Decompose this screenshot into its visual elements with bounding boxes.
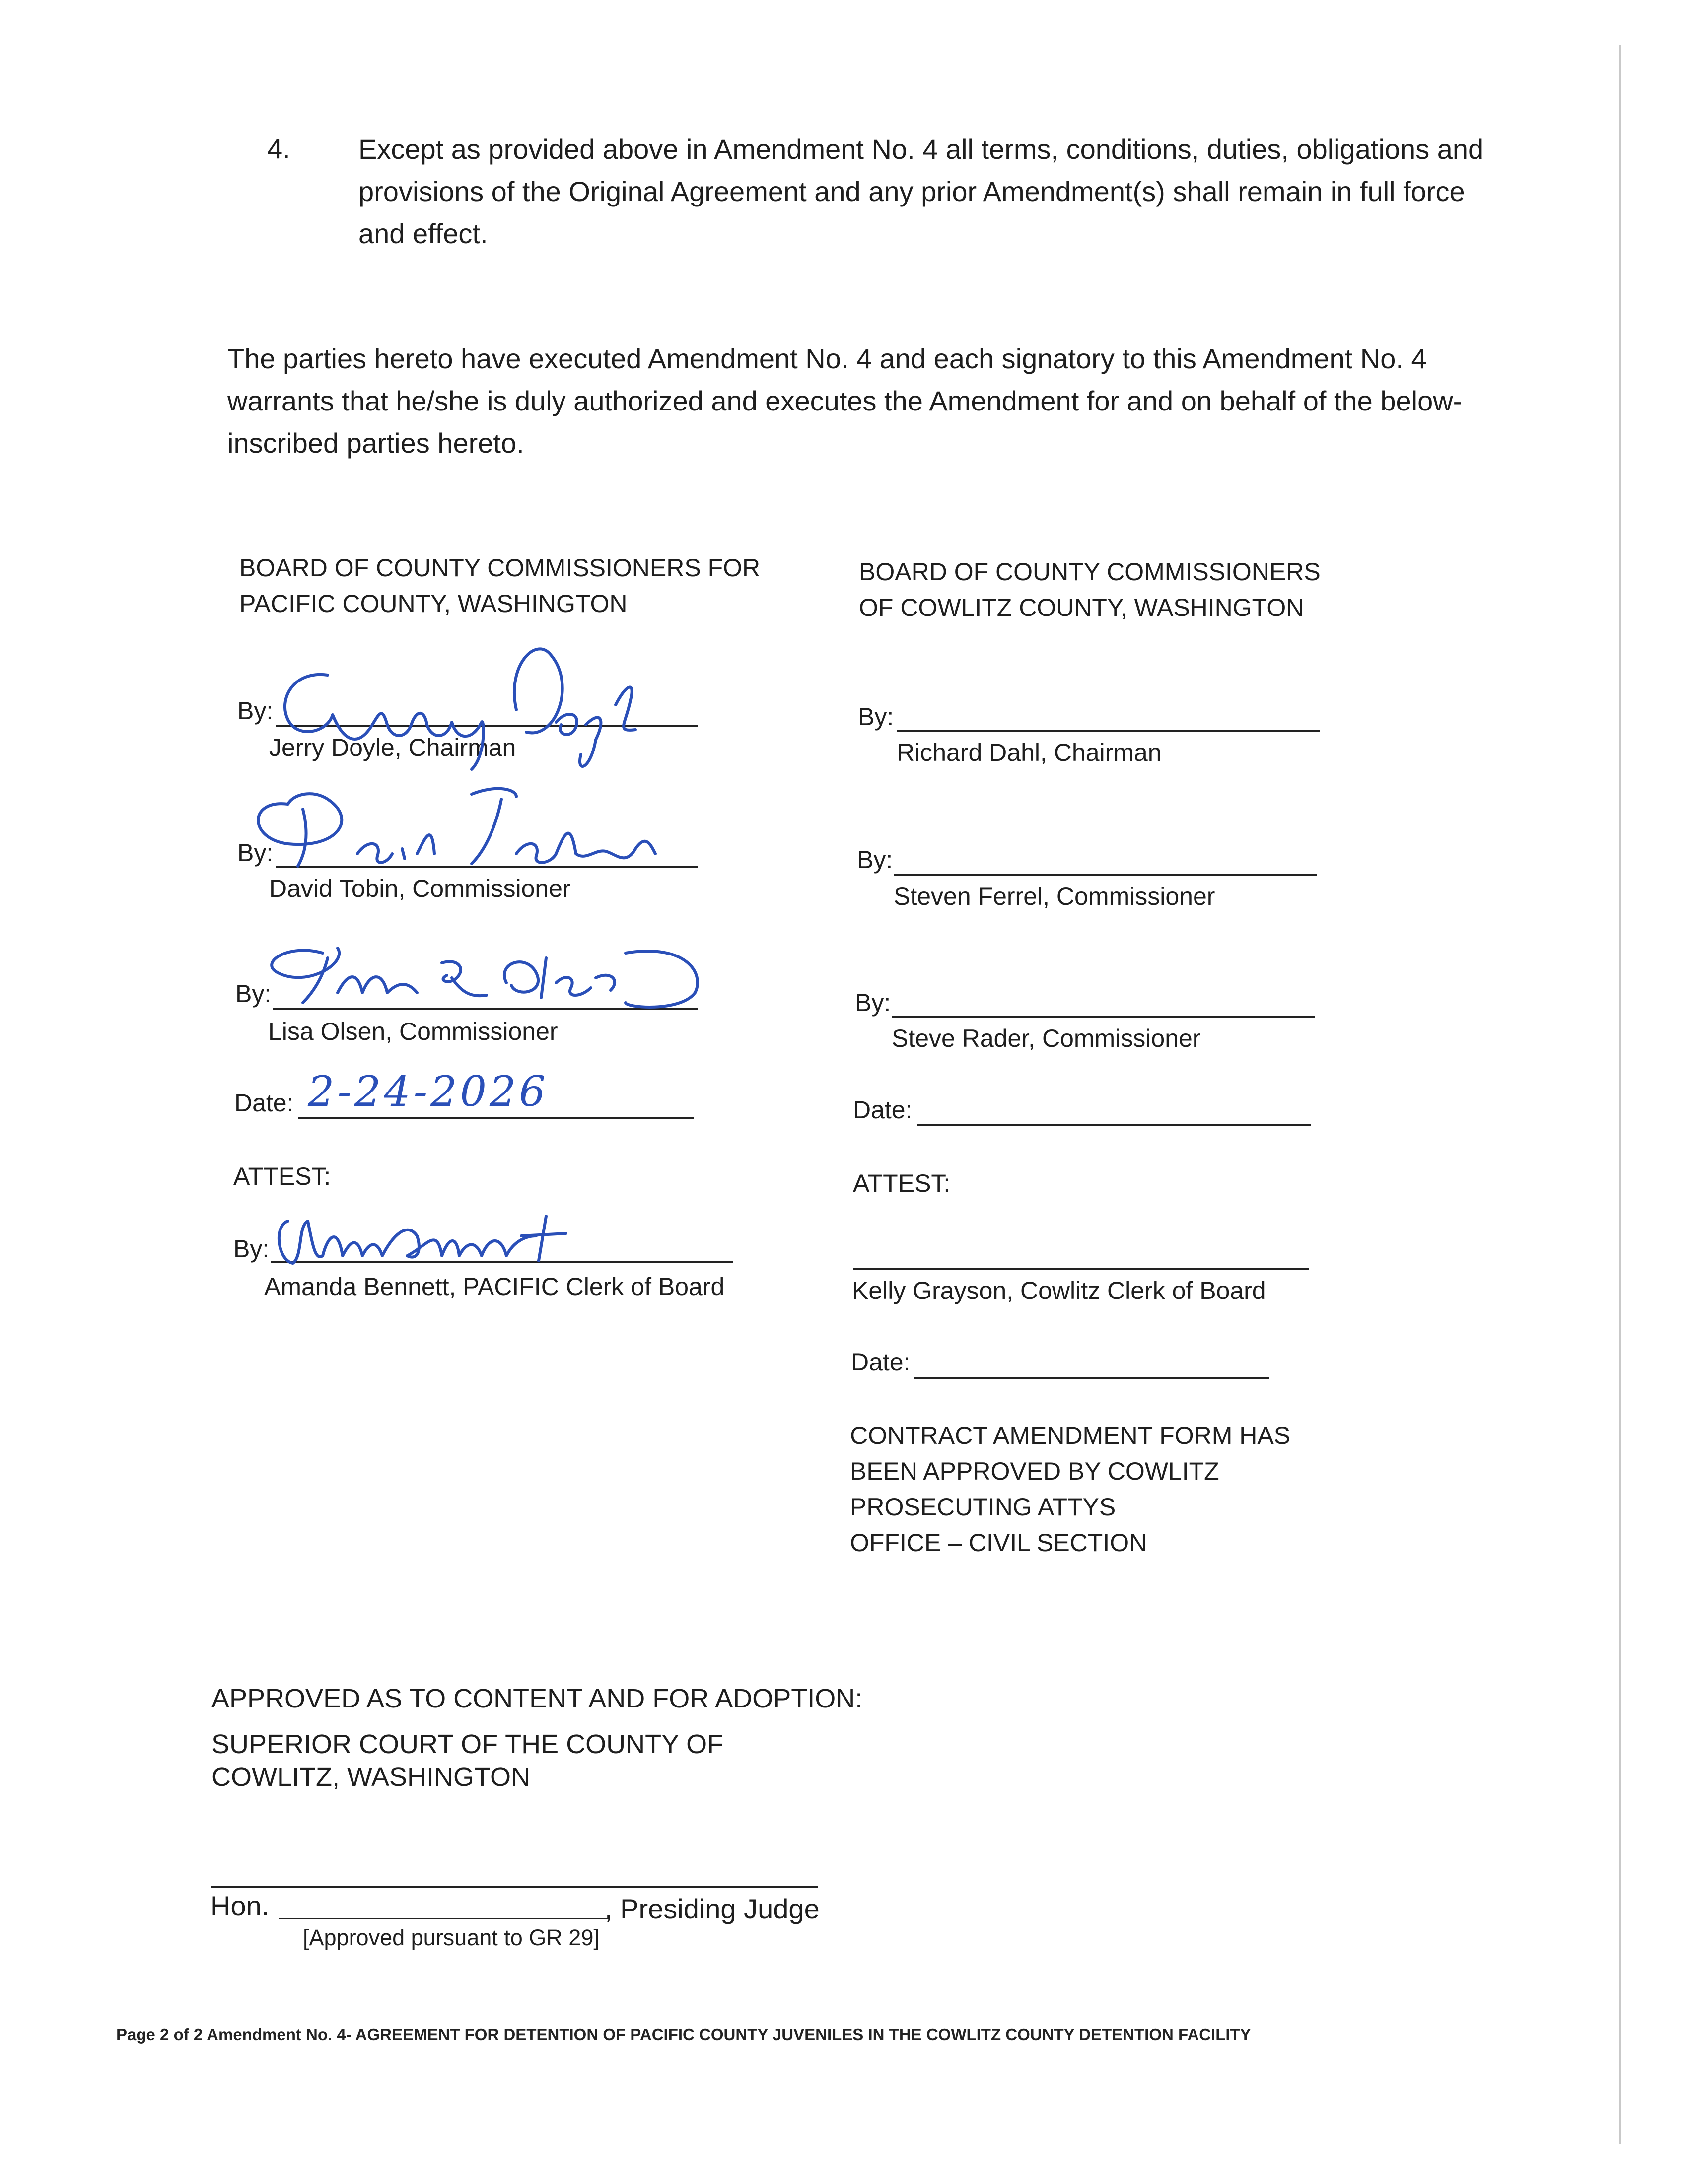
cowlitz-signer-3-name: Steve Rader, Commissioner (892, 1024, 1201, 1052)
page-number: Page 2 of 2 (116, 2025, 203, 2044)
court-name-line2: COWLITZ, WASHINGTON (211, 1762, 530, 1792)
cowlitz-clerk-signature-line[interactable] (853, 1268, 1309, 1270)
approval-note-line1: CONTRACT AMENDMENT FORM HAS (850, 1422, 1291, 1449)
pacific-board-heading-line1: BOARD OF COUNTY COMMISSIONERS FOR (239, 554, 761, 582)
pacific-date-label: Date: (234, 1089, 294, 1117)
judge-signature-line[interactable] (211, 1886, 818, 1888)
approval-note-line2: BEEN APPROVED BY COWLITZ (850, 1457, 1219, 1485)
lisa-olsen-signature (248, 923, 725, 1018)
pacific-by-label-3: By: (235, 980, 272, 1008)
page-edge-line (1619, 45, 1621, 2144)
court-name-line1: SUPERIOR COURT OF THE COUNTY OF (211, 1729, 724, 1759)
cowlitz-clerk-date-label: Date: (851, 1348, 911, 1376)
page-footer (116, 2025, 1251, 2044)
cowlitz-by-label-1: By: (858, 703, 894, 731)
cowlitz-clerk-date-line[interactable] (914, 1377, 1269, 1379)
cowlitz-attest-label: ATTEST: (853, 1169, 951, 1197)
presiding-judge-label: , Presiding Judge (605, 1893, 820, 1924)
section-4-text: Except as provided above in Amendment No. 4 all terms, conditions, duties, obligations and provisions of the Original Agreement and any prior Amendment(s) shall remain in full force and effect. (358, 134, 1484, 249)
pacific-date-line[interactable] (298, 1117, 694, 1119)
approval-note-line4: OFFICE – CIVIL SECTION (850, 1529, 1147, 1557)
court-approval-heading: APPROVED AS TO CONTENT AND FOR ADOPTION: (211, 1684, 863, 1713)
pacific-by-label-1: By: (237, 697, 274, 725)
cowlitz-signature-line-3[interactable] (892, 1016, 1315, 1018)
execution-paragraph: The parties hereto have executed Amendment No. 4 and each signatory to this Amendment No. 4 warrants that he/she is duly authorized and executes the Amendment for and on behalf of the below-inscribed parties hereto. (227, 343, 1463, 459)
pacific-clerk-name: Amanda Bennett, PACIFIC Clerk of Board (264, 1273, 725, 1300)
approval-note-line3: PROSECUTING ATTYS (850, 1493, 1116, 1521)
gr29-note: [Approved pursuant to GR 29] (303, 1925, 600, 1950)
amanda-bennett-signature (268, 1206, 665, 1281)
pacific-board-heading-line2: PACIFIC COUNTY, WASHINGTON (239, 590, 628, 617)
hon-label: Hon. (211, 1890, 270, 1921)
david-tobin-signature (238, 779, 725, 879)
jerry-doyle-signature (258, 625, 705, 774)
cowlitz-signature-line-2[interactable] (894, 874, 1317, 876)
pacific-signer-3-name: Lisa Olsen, Commissioner (268, 1018, 558, 1045)
cowlitz-signer-1-name: Richard Dahl, Chairman (897, 739, 1162, 766)
cowlitz-board-heading-line2: OF COWLITZ COUNTY, WASHINGTON (859, 594, 1304, 621)
pacific-signer-1-name: Jerry Doyle, Chairman (269, 734, 516, 761)
cowlitz-by-label-2: By: (857, 846, 893, 874)
pacific-signer-2-name: David Tobin, Commissioner (269, 875, 571, 902)
judge-name-line[interactable] (279, 1918, 609, 1919)
cowlitz-by-label-3: By: (855, 989, 891, 1017)
cowlitz-signer-2-name: Steven Ferrel, Commissioner (894, 883, 1215, 910)
cowlitz-board-heading-line1: BOARD OF COUNTY COMMISSIONERS (859, 558, 1321, 586)
pacific-by-label-2: By: (237, 839, 274, 867)
pacific-attest-label: ATTEST: (233, 1162, 331, 1190)
pacific-clerk-by-label: By: (233, 1235, 270, 1263)
pacific-date-value: 2-24-2026 (308, 1067, 549, 1116)
cowlitz-date-line[interactable] (917, 1124, 1311, 1126)
cowlitz-date-label: Date: (853, 1096, 913, 1124)
cowlitz-signature-line-1[interactable] (897, 730, 1320, 732)
section-number: 4. (267, 133, 290, 164)
cowlitz-clerk-name: Kelly Grayson, Cowlitz Clerk of Board (852, 1277, 1266, 1304)
footer-title: Amendment No. 4- AGREEMENT FOR DETENTION OF PACIFIC COUNTY JUVENILES IN THE COWLITZ COUNTY DETENTION FACILITY (203, 2025, 1251, 2044)
